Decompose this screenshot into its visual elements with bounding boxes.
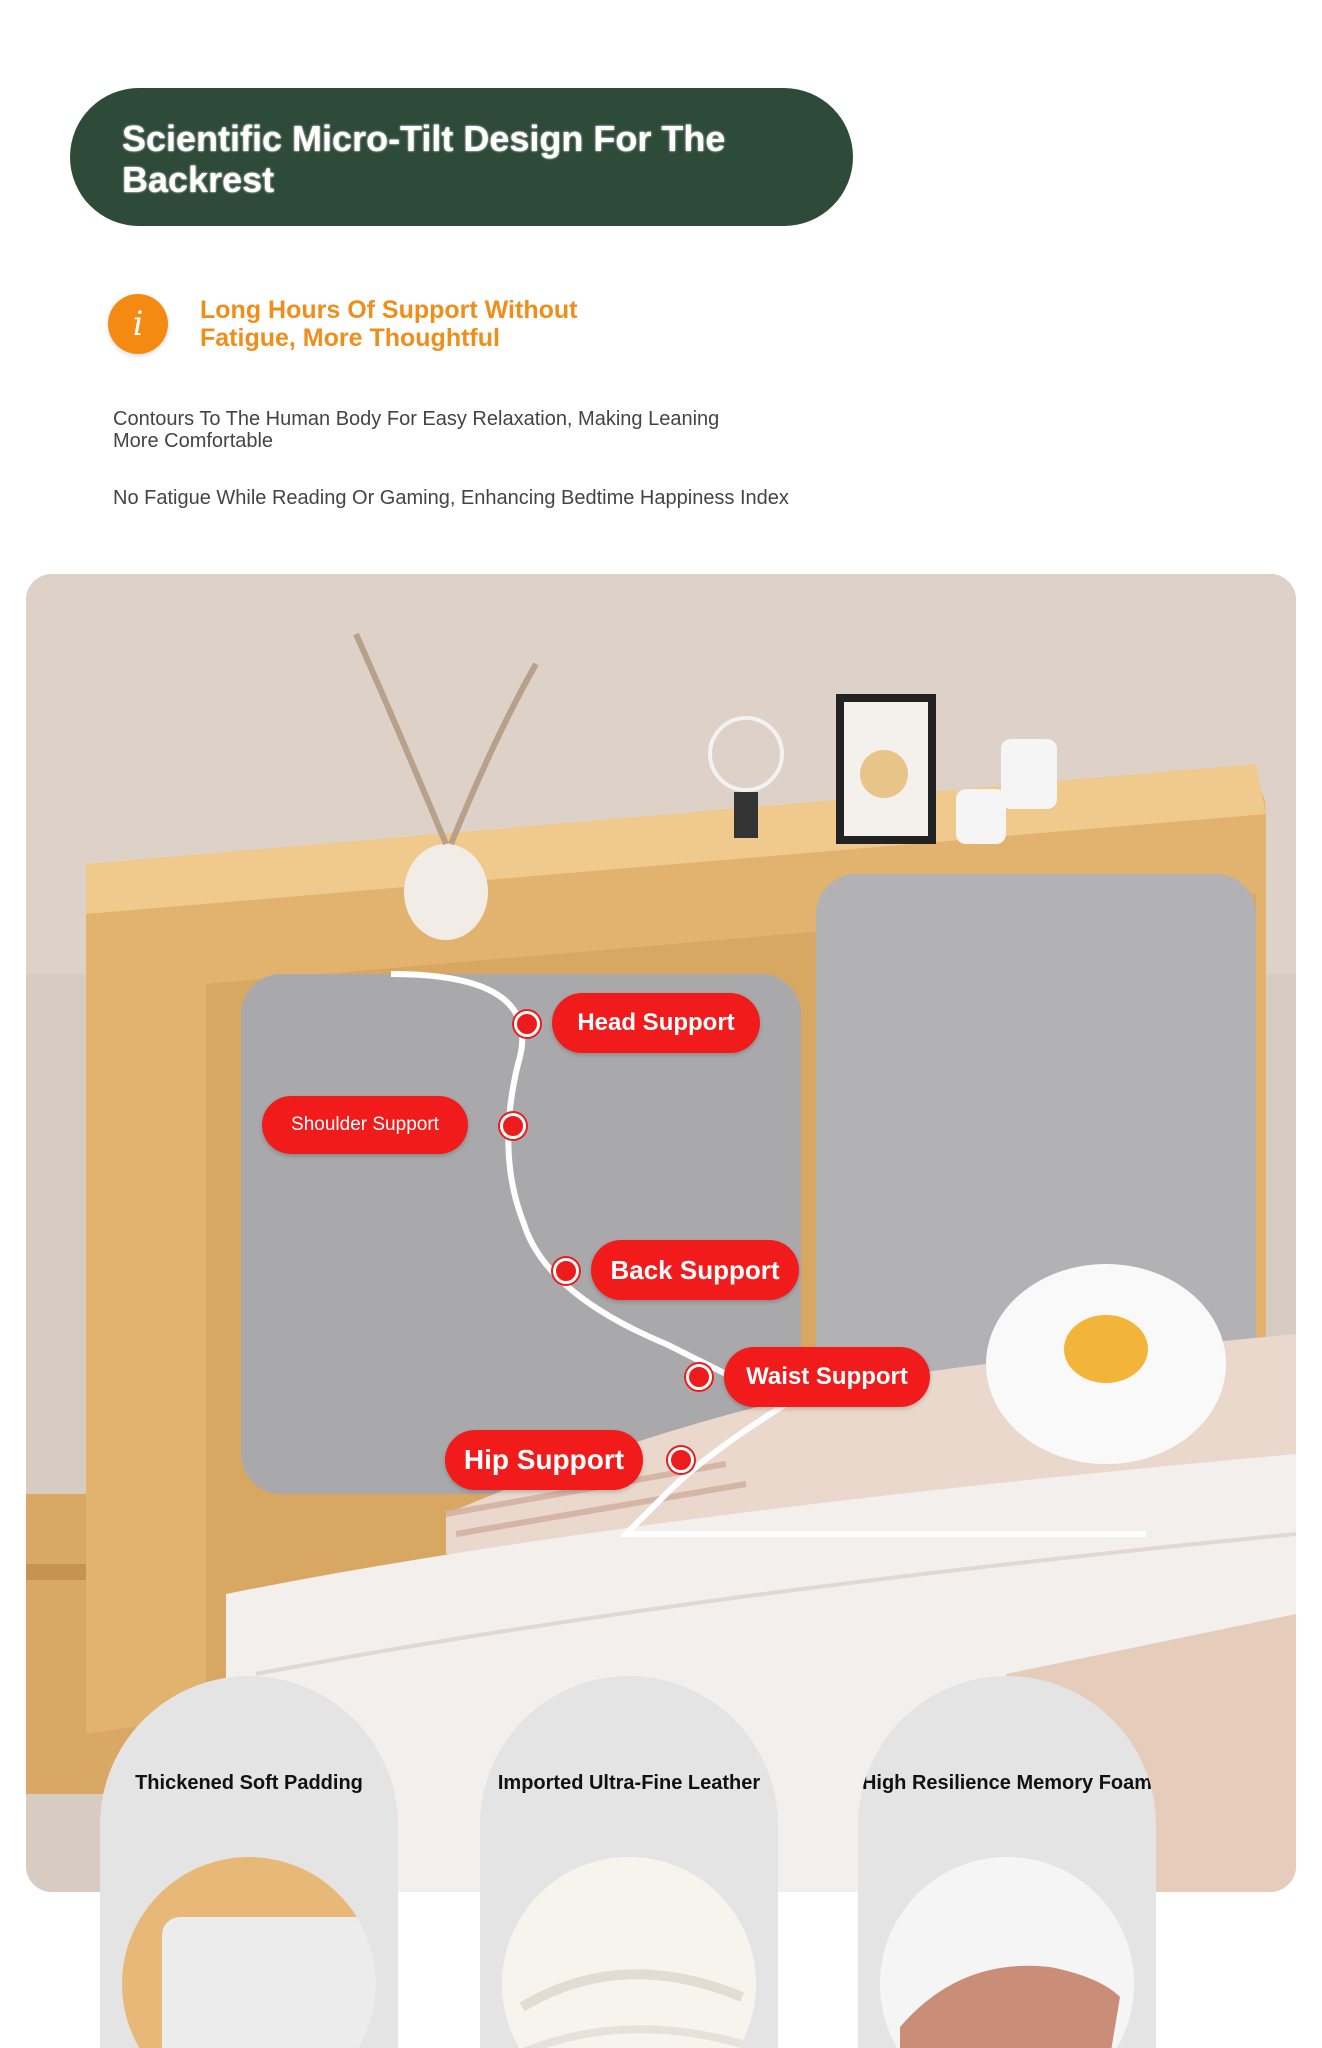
feature-label: High Resilience Memory Foam: [861, 1772, 1153, 1794]
memory-foam-thumbnail: [880, 1857, 1134, 2048]
back-support-callout: Back Support: [591, 1240, 799, 1300]
waist-support-callout: Waist Support: [724, 1347, 930, 1407]
description-line-1b: More Comfortable: [113, 430, 274, 452]
title-banner: [70, 88, 853, 226]
subheading: [200, 296, 600, 352]
description-line-2: No Fatigue While Reading Or Gaming, Enhancing Bedtime Happiness Index: [113, 487, 789, 509]
feature-card-padding: [100, 1676, 398, 2048]
description-line-1a: Contours To The Human Body For Easy Relaxation, Making Leaning: [113, 408, 720, 430]
feature-label: Imported Ultra-Fine Leather: [497, 1772, 761, 1794]
info-icon: i: [108, 294, 168, 354]
padding-thumbnail: [122, 1857, 376, 2048]
leather-thumbnail: [502, 1857, 756, 2048]
page-title: Scientific Micro-Tilt Design For The Backrest: [122, 118, 726, 200]
head-support-callout: Head Support: [552, 993, 760, 1053]
shoulder-support-callout: Shoulder Support: [262, 1096, 468, 1154]
feature-card-memory-foam: [858, 1676, 1156, 2048]
head-support-dot: [514, 1011, 540, 1037]
feature-label: Thickened Soft Padding: [135, 1772, 363, 1794]
feature-card-leather: [480, 1676, 778, 2048]
back-support-dot: [553, 1258, 579, 1284]
hip-support-callout: Hip Support: [445, 1430, 643, 1490]
subheading-line-1: Long Hours Of Support Without: [200, 296, 578, 324]
shoulder-support-dot: [500, 1113, 526, 1139]
subheading-line-2: Fatigue, More Thoughtful: [200, 324, 500, 352]
waist-support-dot: [686, 1364, 712, 1390]
hip-support-dot: [668, 1447, 694, 1473]
